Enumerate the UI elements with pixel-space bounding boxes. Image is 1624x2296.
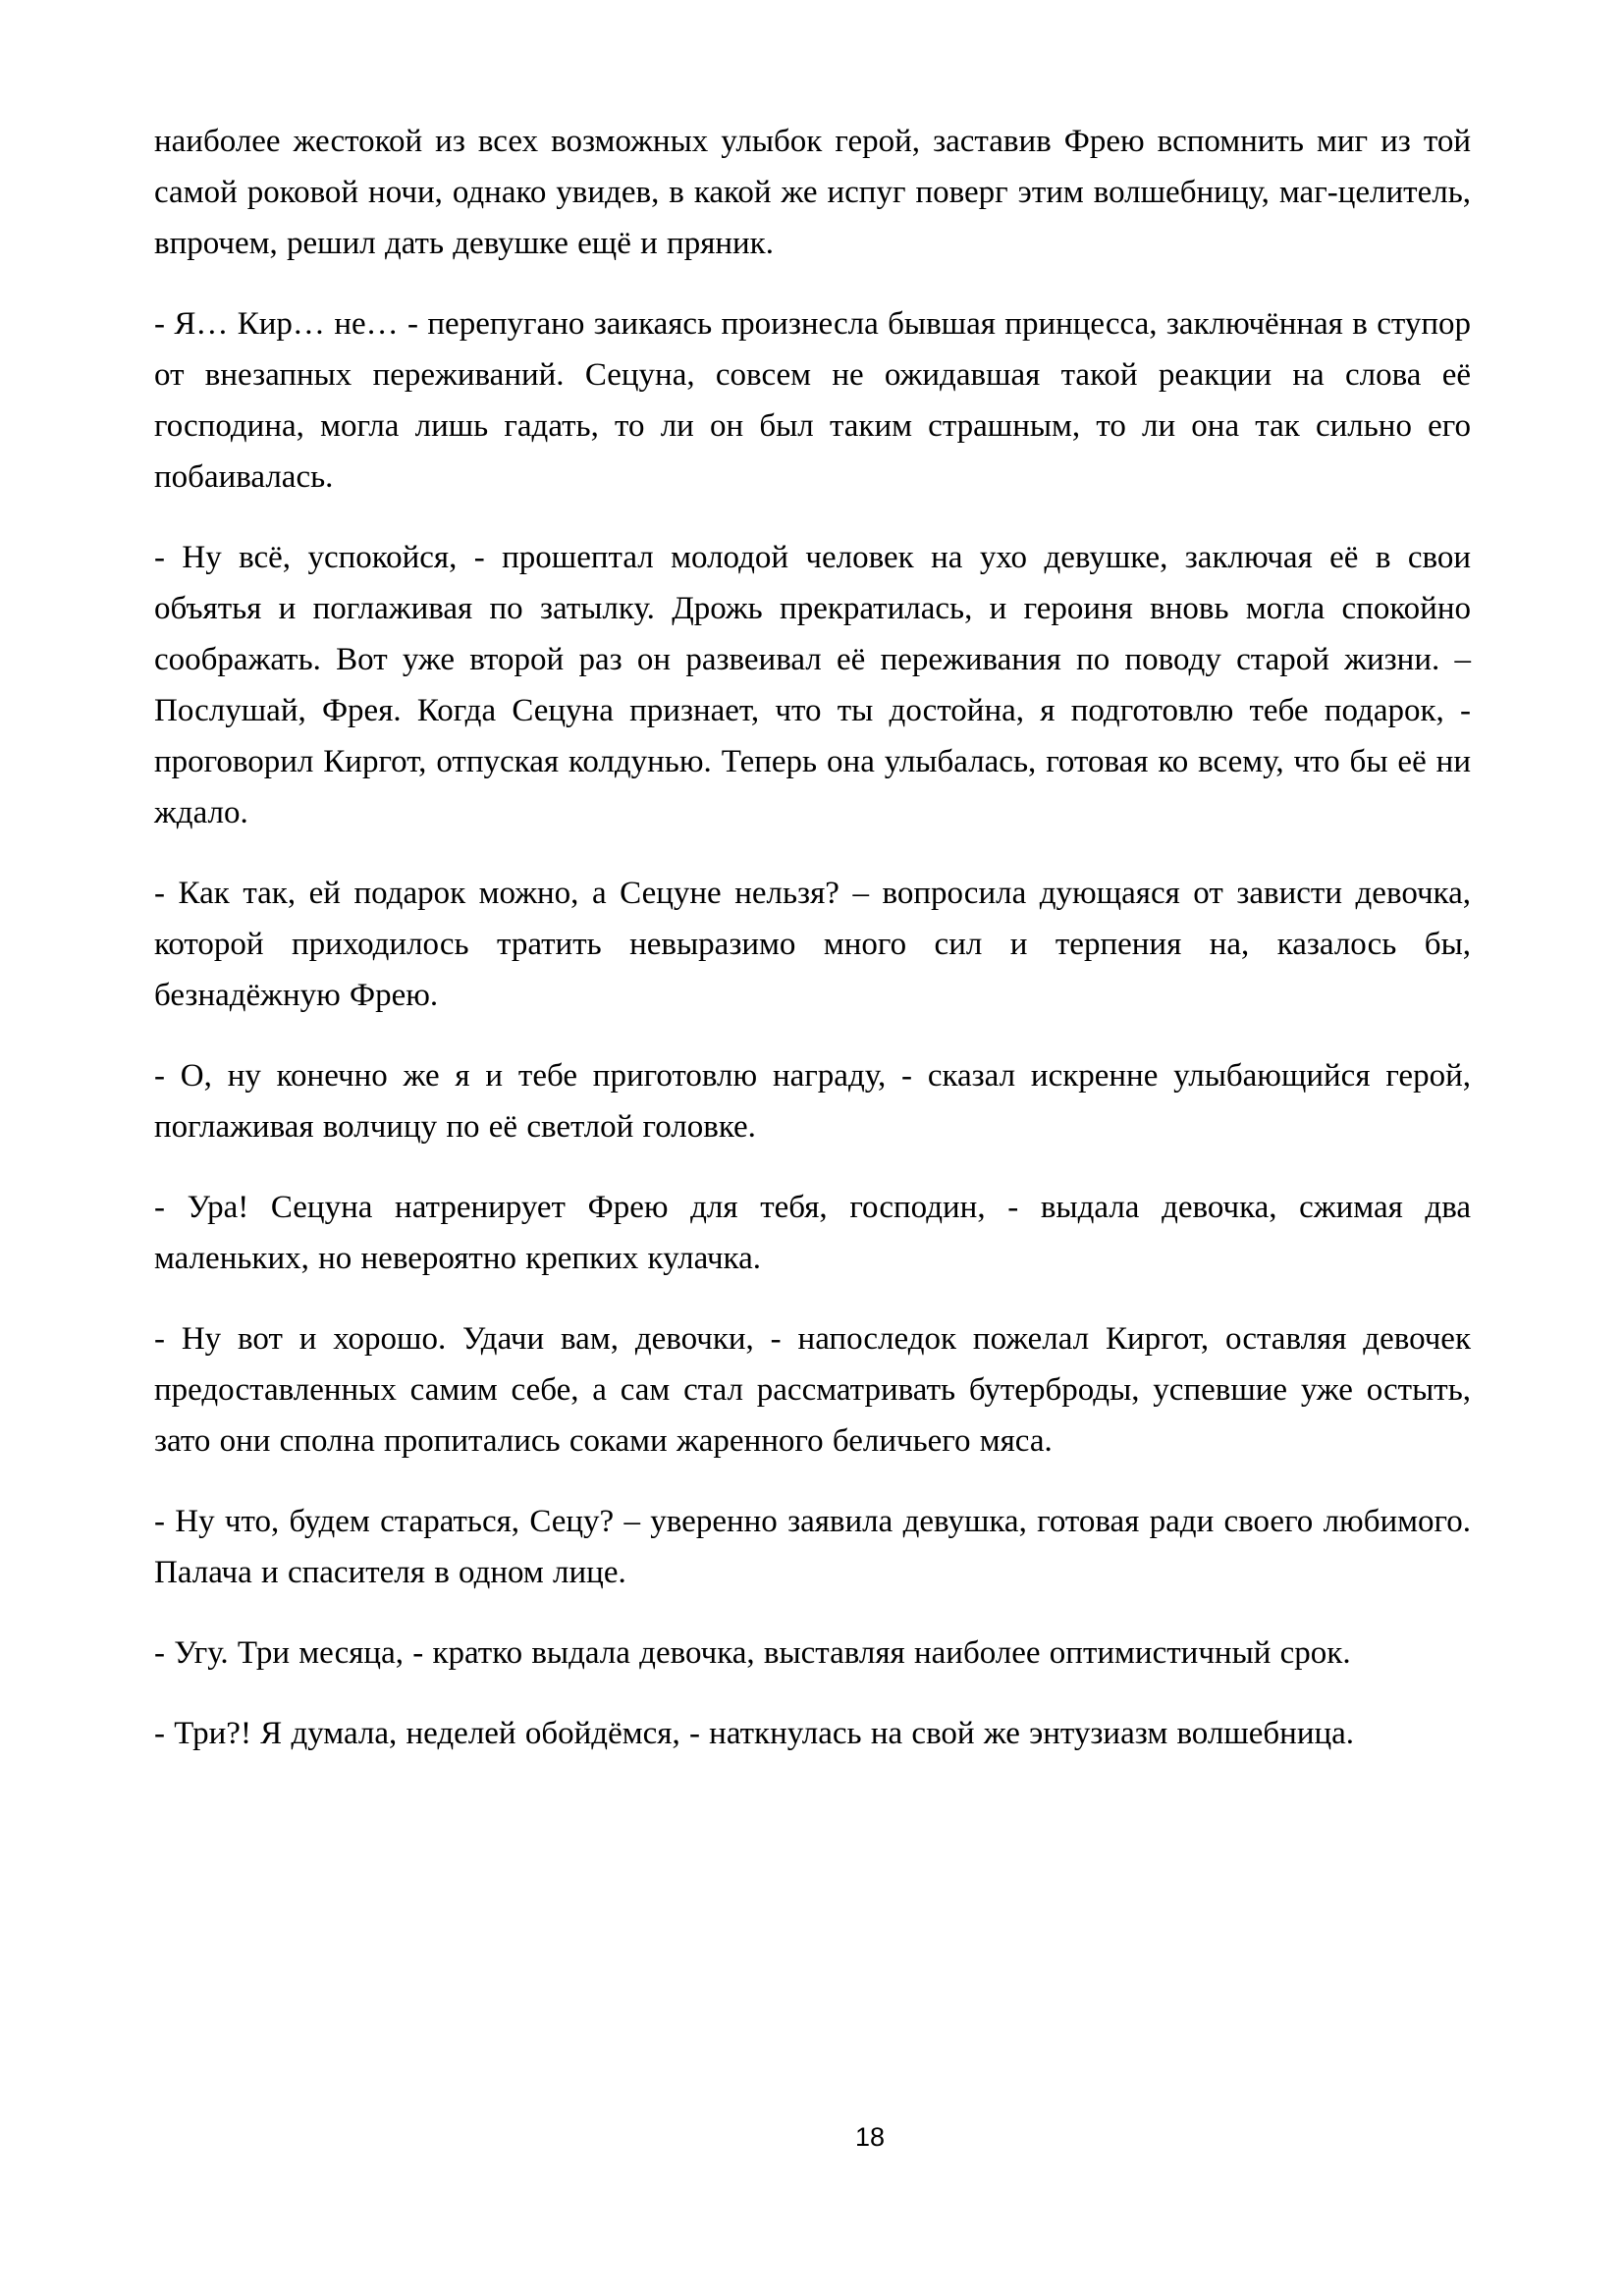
paragraph: - Ну вот и хорошо. Удачи вам, девочки, - напоследок пожелал Киргот, оставляя девочек предоставленных самим себе, а сам стал рассматривать бутерброды, успевшие уже остыть, зато они сполна пропитались соками жаренного беличьего мяса. bbox=[154, 1321, 1471, 1459]
paragraph: - Я… Кир… не… - перепугано заикаясь произнесла бывшая принцесса, заключённая в ступор от внезапных переживаний. Сецуна, совсем не ожидавшая такой реакции на слова её господина, могла лишь гадать, то ли он был таким страшным, то ли она так сильно его побаивалась. bbox=[154, 306, 1471, 495]
paragraph: наиболее жестокой из всех возможных улыбок герой, заставив Фрею вспомнить миг из той самой роковой ночи, однако увидев, в какой же испуг поверг этим волшебницу, маг-целитель, впрочем, решил дать девушке ещё и пряник. bbox=[154, 124, 1471, 261]
paragraph: - Ну всё, успокойся, - прошептал молодой человек на ухо девушке, заключая её в свои объятья и поглаживая по затылку. Дрожь прекратилась, и героиня вновь могла спокойно соображать. Вот уже второй раз он развеивал её переживания по поводу старой жизни. – Послушай, Фрея. Когда Сецуна признает, что ты достойна, я подготовлю тебе подарок, - проговорил Киргот, отпуская колдунью. Теперь она улыбалась, готовая ко всему, что бы её ни ждало. bbox=[154, 540, 1471, 830]
page-number: 18 bbox=[854, 2122, 886, 2152]
paragraph: - О, ну конечно же я и тебе приготовлю награду, - сказал искренне улыбающийся герой, поглаживая волчицу по её светлой головке. bbox=[154, 1058, 1471, 1145]
paragraph: - Три?! Я думала, неделей обойдёмся, - наткнулась на свой же энтузиазм волшебница. bbox=[154, 1716, 1355, 1751]
paragraph: - Ура! Сецуна натренирует Фрею для тебя, господин, - выдала девочка, сжимая два маленьких, но невероятно крепких кулачка. bbox=[154, 1190, 1471, 1276]
paragraph: - Как так, ей подарок можно, а Сецуне нельзя? – вопросила дующаяся от зависти девочка, которой приходилось тратить невыразимо много сил и терпения на, казалось бы, безнадёжную Фрею. bbox=[154, 876, 1471, 1013]
paragraph: - Угу. Три месяца, - кратко выдала девочка, выставляя наиболее оптимистичный срок. bbox=[154, 1635, 1351, 1671]
text-body bbox=[154, 116, 1471, 1789]
paragraph: - Ну что, будем стараться, Сецу? – уверенно заявила девушка, готовая ради своего любимого. Палача и спасителя в одном лице. bbox=[154, 1504, 1471, 1590]
